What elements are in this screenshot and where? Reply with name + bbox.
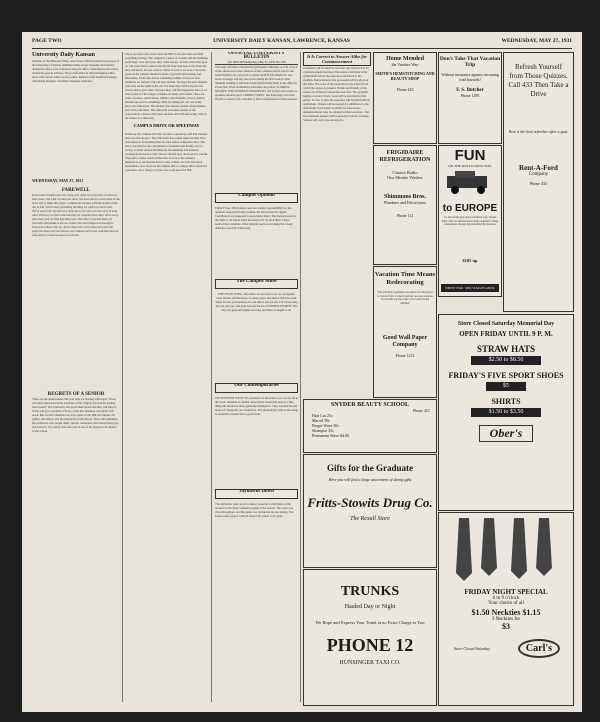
- bulletin-title: OFFICIAL UNIVERSITY BULLETIN: [228, 52, 285, 60]
- masthead-date: WEDNESDAY, MAY 27, 1931: [32, 178, 84, 183]
- frigidaire-line2: Our Mimite Washer: [387, 175, 423, 180]
- trunks-line1: Hauled Day or Night: [344, 604, 396, 610]
- masthead-title: University Daily Kansan: [32, 52, 96, 58]
- shimmons-line: Plumbers and Electricians: [384, 200, 426, 205]
- trunks-phone: PHONE 12: [326, 635, 414, 655]
- vacation-trip-line2: F. S. Butcher: [456, 88, 484, 93]
- gifts-title: Gifts for the Graduate: [326, 463, 414, 473]
- fun-to-europe: to EUROPE: [442, 203, 498, 214]
- fun-title: FUN: [454, 147, 486, 164]
- obers-logo: Ober's: [479, 425, 534, 442]
- jayhawker-heading: Jayhawks Down: [215, 489, 298, 499]
- home-mended-title: Home Mended: [386, 56, 424, 62]
- obers-open: OPEN FRIDAY UNTIL 9 P. M.: [459, 330, 553, 338]
- seniors-heading: REGRETS OF A SENIOR: [47, 392, 105, 397]
- ad-vacation-trip: [438, 52, 502, 144]
- rent-a-ford-name: Rent-A-Ford: [519, 164, 558, 172]
- necktie-illustration-icon: [439, 513, 573, 583]
- car-illustration-icon: [439, 168, 501, 198]
- correct-title: It Is Correct to Answer Alike for Commencement: [303, 52, 371, 66]
- opinion-heading: Campus Opinion: [215, 193, 298, 203]
- bulletin-meta: Vol. XXVIII Wednesday, May 27, 1931 No. 190: [215, 60, 298, 65]
- obers-shoes-price: $5: [486, 382, 526, 391]
- fritts-title: Fritts-Stowits Drug Co.: [307, 495, 433, 510]
- ad-taxi: [303, 569, 437, 706]
- beauty-item: Hair Cut 25c: [312, 413, 333, 418]
- beauty-item: Finger Wave 50c: [312, 423, 340, 428]
- campus-drive-heading: CAMPUS DRIVE OR SPEEDWAY: [133, 123, 200, 128]
- shimmons-name: Shimmons Bros.: [384, 194, 426, 200]
- fun-price: $105 up: [462, 258, 478, 263]
- paper-title: UNIVERSITY DAILY KANSAN, LAWRENCE, KANSAS: [213, 38, 350, 44]
- page-number: PAGE TWO: [32, 38, 62, 44]
- friday-neckties: $1.50 Neckties $1.15: [471, 608, 541, 617]
- gifts-line: Here you will find a large assortment of dainty gifts: [328, 477, 412, 482]
- beauty-item: Marcel 50c: [312, 418, 331, 423]
- ad-vacation-time: Vacation Time Means Redecorating You will find a splendid assortment of wall papers to choose from. Come in and see our new patterns. Let us help you decorate your rooms for the summer. Good Wall Paper Company Phone 1212: [373, 266, 437, 398]
- bulletin-column: OFFICIAL UNIVERSITY BULLETIN Vol. XXVIII Wednesday, May 27, 1931 No. 190 The band will meet at Robinson gymnasium Thursday at 4:30 o'clock in the afternoon for the rehearsal of the commencement march. All band members are expected to attend. MATH EXCHANGE. The book exchange will buy used texts during the first week in June. Students wishing to sell their books should bring them to the office in Fraser hall. Final examination schedules are posted. FLORIDA DEGREE FOR WOMEN'S ENGINEERS. All women who expect to graduate should report. CORRECTIONS. The following correction should be made in the schedule of final examinations for the semester. Campus Opinion Editor's Note. The Kansan does not assume responsibility for the opinions expressed in this column. All letters must be signed. Contributors are requested to keep letters short. The Kansan reserves the right to cut letters when necessary. Ed. To the Editor: I have noticed that a number of the students seem to be taking the wrong attitude toward the University. The Campus Muse THE SWAN SONG. Here there are no lovers now, no springtime roses bloom. All the hopes of others gone, and silence fills the room. Weep for me, ye mourners all, and shed a tear for me. For I have sung my last, my last, and gone beyond the sea. UNEMPLOYMENT. The days are gone and nights are long, and there is naught to do. Our Contemporaries WE ENJOYED SLEEP. The pleasures of the school year are not all in the work. Students at another school have found that sleep is a fine thing and should be more generally indulged in. They say that the late hours of college life are a handicap. The physiologist tells us that sleep is essential to health and to good work. Jayhawks Down The Jayhawks went down to defeat yesterday at the hands of the Sooners in the final conference game of the season. The score was close throughout, and the game was decided in the last inning. The Kansas nine played well but lacked the punch at the plate.: [215, 52, 298, 518]
- trunks-line2: We Rope and Express Your Trunk at no Extra Charge to You: [315, 620, 425, 625]
- farewell-heading: FAREWELL: [61, 188, 91, 193]
- obers-shoes: FRIDAY'S FIVE SPORT SHOES: [448, 371, 564, 380]
- rent-a-ford-company: Company: [528, 172, 549, 177]
- ad-fritts-stowits: [303, 454, 437, 568]
- carls-logo: Carl's: [518, 639, 560, 658]
- newspaper-page: [22, 32, 582, 712]
- ad-carls: [438, 512, 574, 706]
- friday-price: $3: [502, 622, 510, 631]
- ad-europe: FUN ON THE ROLLICKING WAY to EUROPE Go abroad the gay and economical way. Tourist third cabin on famous liners with congenial college companions. Round trip including all expenses. $105 up WHITE STAR · RED STAR ATLANTIC TRANSPORT: [438, 145, 502, 297]
- ad-home-mended: [373, 52, 437, 144]
- fun-line: WHITE STAR · RED STAR ATLANTIC TRANSPORT: [441, 284, 499, 292]
- ad-frigidaire: [373, 145, 437, 265]
- obers-hats-price: $2.50 to $8.50: [471, 356, 541, 365]
- friday-closed: Store Closed Saturday: [454, 646, 490, 651]
- frigidaire-title: FRIGIDAIRE REFRIGERATION: [379, 150, 431, 163]
- home-mended-line1: the Vanities Way: [391, 62, 419, 67]
- fun-subtitle: ON THE ROLLICKING WAY: [448, 164, 492, 168]
- trunks-taxi: HUNSINGER TAXI CO.: [339, 660, 401, 666]
- rent-a-ford-phone: Phone 433: [530, 181, 547, 186]
- wall-paper-company: Good Wall Paper Company: [382, 335, 428, 348]
- obers-closed: Store Closed Saturday Memorial Day: [457, 321, 555, 327]
- page-header: [32, 38, 572, 48]
- editorial-column-2: Those are those who come upon the Hill for the first time and find everything strange. The campus is a place of wonder and the buildings seem huge. Year after year they come and go, and the University goes on. We want them to know that the life they lead here is the finest life they will know. Do not waste it. There is work to be done. The hours spent on the campus should be hours of growth and learning and fellowship. Each class leaves something behind. Each year new traditions are formed. The old ones remain. We hope the new students will carry on the spirit of the old. We hope they will be loyal to the school and to each other. We hope they will find happiness here as we have found it. The college activities are many and varied. There are clubs, societies, publications, athletics and dramatics. Every student should take part in something. Only by taking part can one really know the University. The student who merely attends classes misses half of his education. The other half is learned outside of the classroom in contacts with other students and with the faculty. This is the value of a University. CAMPUS DRIVE OR SPEEDWAY Some say the campus drive has become a speedway, and that students drive too fast along it. The University has posted signs but they have been ignored. Something must be done before someone is hurt. The drive was built for the convenience of students and faculty, not for racing. It winds around the Hill past the buildings and students crossing from class to class. Drivers should slow down and be careful. The police cannot watch all the time. It is up to the students themselves to see that the drive is safe. A little care will save lives. Remember, slow down on the campus drive. Campus drive should be a pleasure, not a danger to those who walk upon the Hill.: [125, 52, 208, 172]
- friday-line2: 3 Neckties for: [491, 617, 521, 622]
- beauty-item: Permanent Wave $4.00: [312, 433, 350, 438]
- correct-column: It Is Correct to Answer Alike for Commencement Graduates will be asked to wear the cap and gown at all commencement exercises. The seniors will meet at the gymnasium before the exercises and march to the stadium. Instructions for the procession will be given at that time. The color of the tassel shows the school from which the degree is granted. Parents and friends of the seniors are invited to attend the exercises. The program begins at seven o'clock. Seats will be provided for the guests. In case of rain, the exercises will be held in Hoch auditorium. Tickets will be needed for admittance to the auditorium. Each senior is entitled to four tickets. Announcements may be obtained at the book store. The baccalaureate sermon will be preached Sunday evening. Seniors will wear caps and gowns.: [303, 54, 370, 122]
- shimmons-phone: Phone 112: [396, 213, 414, 218]
- vacation-time-title: Vacation Time Means Redecorating: [374, 271, 436, 286]
- ad-rent-a-ford: Refresh Yourself from Those Quizzes. Call 433 Then Take a Drive Rest is the best refresher after a quiz. Rent-A-Ford Company Phone 433: [503, 52, 574, 312]
- friday-time: 6 to 9 o'clock: [492, 596, 520, 601]
- refresh-title: Refresh Yourself from Those Quizzes. Call 433 Then Take a Drive: [508, 63, 569, 98]
- beauty-phone: Phone 451: [413, 408, 430, 413]
- frigidaire-line1: Clarion Radio: [392, 170, 418, 175]
- vacation-trip-title: Don't Take That Vacation Trip: [439, 56, 501, 68]
- friday-line1: Your choice of all: [488, 601, 524, 606]
- ad-obers: [438, 314, 574, 511]
- beauty-item: Shampoo 35c: [312, 428, 334, 433]
- obers-hats: STRAW HATS: [477, 344, 535, 354]
- ad-beauty-school: [303, 399, 437, 453]
- wall-paper-phone: Phone 1212: [395, 353, 415, 358]
- fritts-line: The Rexall Store: [350, 516, 390, 522]
- contemporaries-heading: Our Contemporaries: [215, 383, 298, 393]
- obers-shirts-price: $1.50 to $3.50: [471, 408, 541, 417]
- muse-heading: The Campus Muse: [215, 279, 298, 289]
- beauty-title: SNYDER BEAUTY SCHOOL: [330, 402, 410, 408]
- obers-shirts: SHIRTS: [491, 397, 521, 406]
- vacation-trip-line1: Without insurance against incoming road hazards!: [441, 72, 499, 82]
- trunks-title: TRUNKS: [340, 584, 400, 599]
- home-mended-line3: Phone 443: [396, 87, 414, 92]
- vacation-trip-line3: Phone 1185: [460, 93, 480, 98]
- page-date: WEDNESDAY, MAY 27, 1931: [501, 38, 572, 44]
- friday-title: FRIDAY NIGHT SPECIAL: [464, 588, 548, 596]
- home-mended-line2: SMITH'S HEMSTITCHING AND BEAUTY SHOP: [375, 71, 435, 81]
- editorial-column-1: University Daily Kansan Member of the Missouri Valley Association Official student newspaper of the University of Kansas published daily except Saturday and Sunday during the school year. Entered at the post office. Subscription price three dollars the year in advance. News staff editor in chief managing editor news editor sports editor society editor. Business staff business manager advertising manager circulation manager assistants. WEDNESDAY, MAY 27, 1931 FAREWELL It has been a fourth year, but a long year when we look back on what we have done, and what we have not done. We have tried to write some of the news and to make this paper a campus newspaper, with the stories of the day in full. We've been graduating the thing for which we had come. We've seen it all. We have not done all we set out to do but we've at least tried. We'll say we have seen this that we wouldn't have tried. We're sorry, and every year we find this thing true. We'd like to say that these are farewells and thanks to all our readers who have helped us through it. Farewell to those who go, and to those who will come next year. Our paper has been read and reread, our columns have been criticized and our editorials have been praised. Good luck. REGRETS OF A SENIOR There are the usual seniors this year who are leaving with regret. Those who have taken part in the activities of the campus will feel the parting most keenly. The University has given them much and they will miss it. Some will go to graduate schools, some into business, and others will teach. But all will remember the days spent on the Hill, the friends, the games, the dances, and the long hours in the library. They will remember the professors who taught them, and the classmates who shared their joys and sorrows. The senior class this year is one of the largest in the history of the school.: [32, 52, 120, 433]
